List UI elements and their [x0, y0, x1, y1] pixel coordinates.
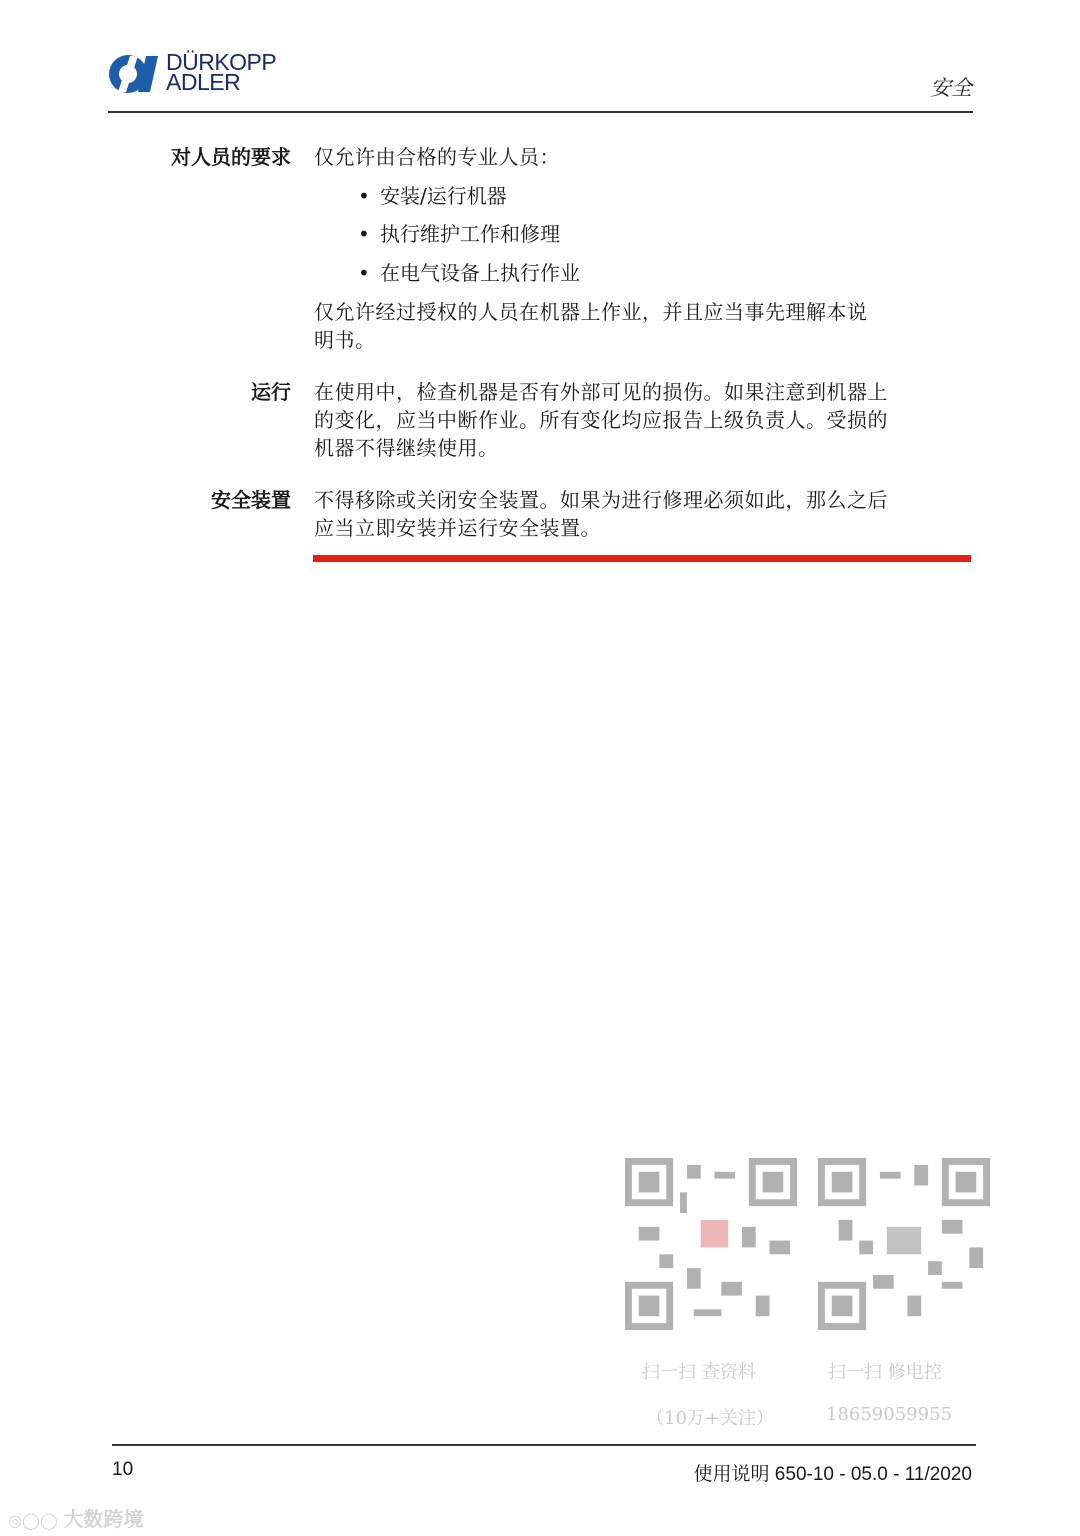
qr-code-icon [818, 1158, 990, 1330]
bullet-icon: • [358, 261, 370, 285]
safety-devices-line-1: 不得移除或关闭安全装置。如果为进行修理必须如此，那么之后 [314, 488, 888, 512]
operation-label: 运行 [251, 380, 291, 404]
bullet-icon: • [358, 222, 370, 246]
footer-divider [112, 1444, 976, 1446]
section-header-title: 安全 [930, 76, 972, 100]
safety-devices-label: 安全装置 [211, 488, 291, 512]
safety-devices-line-2: 应当立即安装并运行安全装置。 [314, 516, 601, 540]
qr-right-caption-1: 扫一扫 修电控 [828, 1362, 942, 1383]
qr-code-icon [625, 1158, 797, 1330]
document-reference: 使用说明 650-10 - 05.0 - 11/2020 [693, 1464, 972, 1485]
qr-left-caption-1: 扫一扫 查资料 [642, 1362, 756, 1383]
personnel-note-line-1: 仅允许经过授权的人员在机器上作业，并且应当事先理解本说 [314, 300, 868, 324]
logo-mark-icon [108, 54, 160, 94]
watermark: ◎◯◯ 大数跨境 [8, 1507, 144, 1531]
section-end-rule [313, 555, 971, 562]
qr-right-caption-2: 18659059955 [826, 1404, 952, 1425]
personnel-label: 对人员的要求 [171, 145, 291, 169]
logo-text: DÜRKOPP ADLER [166, 49, 277, 95]
personnel-note-line-2: 明书。 [314, 328, 376, 352]
operation-line-1: 在使用中，检查机器是否有外部可见的损伤。如果注意到机器上 [314, 380, 888, 404]
qr-left-caption-2: （10万+关注） [646, 1408, 774, 1429]
header-divider [108, 111, 973, 113]
personnel-intro: 仅允许由合格的专业人员： [314, 145, 560, 169]
operation-line-2: 的变化，应当中断作业。所有变化均应报告上级负责人。受损的 [314, 408, 888, 432]
operation-line-3: 机器不得继续使用。 [314, 436, 499, 460]
watermark-logo-icon: ◎◯◯ [8, 1511, 64, 1530]
durkopp-adler-logo [108, 49, 288, 98]
bullet-icon: • [358, 184, 370, 208]
page-number: 10 [112, 1459, 134, 1480]
